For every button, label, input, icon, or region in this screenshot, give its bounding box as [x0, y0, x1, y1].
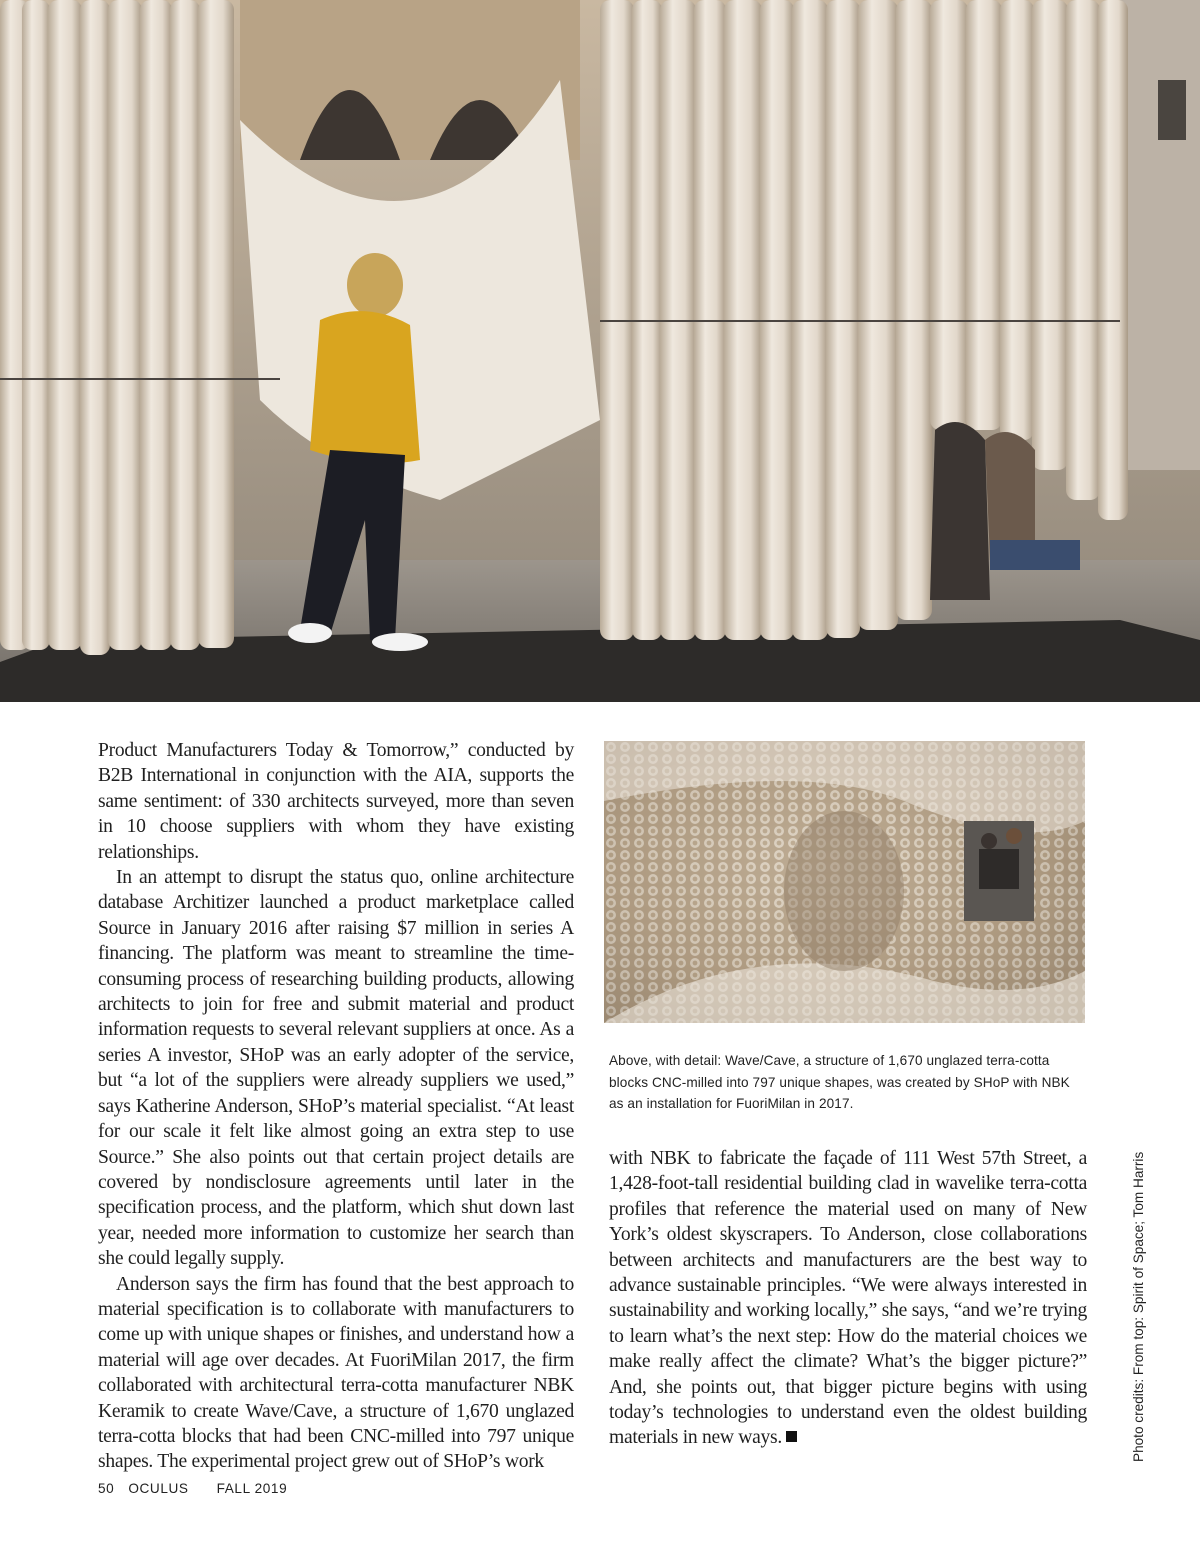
- issue-label: FALL 2019: [216, 1481, 288, 1496]
- publication-name: OCULUS: [128, 1481, 189, 1496]
- photo-credits: Photo credits: From top: Spirit of Space; Tom Harris: [1131, 1151, 1146, 1462]
- end-mark-icon: [786, 1431, 797, 1442]
- article-left-column: [98, 738, 574, 1475]
- detail-photo: [604, 741, 1085, 1023]
- architecture-detail-photo-icon: [604, 741, 1085, 1023]
- article-paragraph: [609, 1146, 1087, 1451]
- article-paragraph: Product Manufacturers Today & Tomorrow,” conducted by B2B International in conjunction with the AIA, supports the same sentiment: of 330 architects surveyed, more than seven in 10 choose suppliers with whom they have existing relationships.: [98, 740, 574, 863]
- architecture-photo-icon: [0, 0, 1200, 702]
- article-right-column: [609, 1146, 1087, 1451]
- article-paragraph: Anderson says the firm has found that the best approach to material specification is to collaborate with manufacturers to come up with unique shapes or finishes, and understand how a material will age over decades. At FuoriMilan 2017, the firm collaborated with architectural terra-cotta manufacturer NBK Keramik to create Wave/Cave, a structure of 1,670 unglazed terra-cotta blocks that had been CNC-milled into 797 unique shapes. The experimental project grew out of SHoP’s work: [98, 1273, 574, 1473]
- photo-caption: Above, with detail: Wave/Cave, a structure of 1,670 unglazed terra-cotta blocks CNC-milled into 797 unique shapes, was created by SHoP with NBK as an installation for FuoriMilan in 2017.: [609, 1053, 1070, 1111]
- article-paragraph: In an attempt to disrupt the status quo, online architecture database Architizer launched a product marketplace called Source in January 2016 after raising $7 million in series A financing. The platform was meant to streamline the time-consuming process of researching building products, allowing architects to join for free and submit material and product information requests to several relevant suppliers at once. As a series A investor, SHoP was an early adopter of the service, but “a lot of the suppliers were already suppliers we used,” says Katherine Anderson, SHoP’s material specialist. “At least for our scale it felt like almost going an extra step to use Source.” She also points out that certain project details are covered by nondisclosure agreements until later in the specification process, and the platform, which shut down last year, needed more information to customize her search than she could legally supply.: [98, 867, 574, 1270]
- article-paragraph-text: with NBK to fabricate the façade of 111 West 57th Street, a 1,428-foot-tall residential building clad in wavelike terra-cotta profiles that reference the material used on many of New York’s oldest skyscrapers. To Anderson, close collaborations between architects and manufacturers are the best way to advance sustainable principles. “We were always interested in sustainability and working locally,” she says, “and we’re trying to learn what’s the next step: How do the material choices we make really affect the climate? What’s the bigger picture?” And, she points out, that bigger picture begins with using today’s technologies to understand even the oldest building materials in new ways.: [609, 1148, 1087, 1449]
- hero-photo: [0, 0, 1200, 702]
- page-number: 50: [98, 1481, 115, 1496]
- page-footer: [98, 1481, 301, 1496]
